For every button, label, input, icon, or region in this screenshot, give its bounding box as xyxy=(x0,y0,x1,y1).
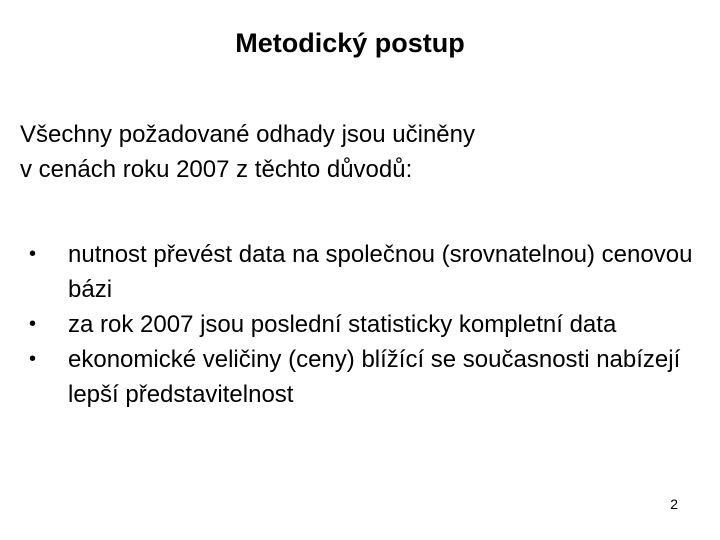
bullet-text: nutnost převést data na společnou (srovnatelnou) cenovou bázi xyxy=(68,241,693,303)
bullet-text: ekonomické veličiny (ceny) blížící se současnosti nabízejí lepší představitelnost xyxy=(68,346,681,408)
intro-line-1: Všechny požadované odhady jsou učiněny xyxy=(20,121,475,148)
bullet-marker: • xyxy=(29,243,37,265)
page-number: 2 xyxy=(670,496,678,512)
bullet-item xyxy=(0,342,698,412)
intro-paragraph xyxy=(20,117,690,187)
bullet-item xyxy=(0,237,698,307)
bullet-marker: • xyxy=(29,348,37,370)
bullet-item xyxy=(0,307,698,342)
intro-line-2: v cenách roku 2007 z těchto důvodů: xyxy=(20,156,413,183)
bullet-marker: • xyxy=(29,313,37,335)
slide-title: Metodický postup xyxy=(235,28,465,58)
bullet-list xyxy=(0,237,720,412)
bullet-text: za rok 2007 jsou poslední statisticky kompletní data xyxy=(68,311,617,338)
